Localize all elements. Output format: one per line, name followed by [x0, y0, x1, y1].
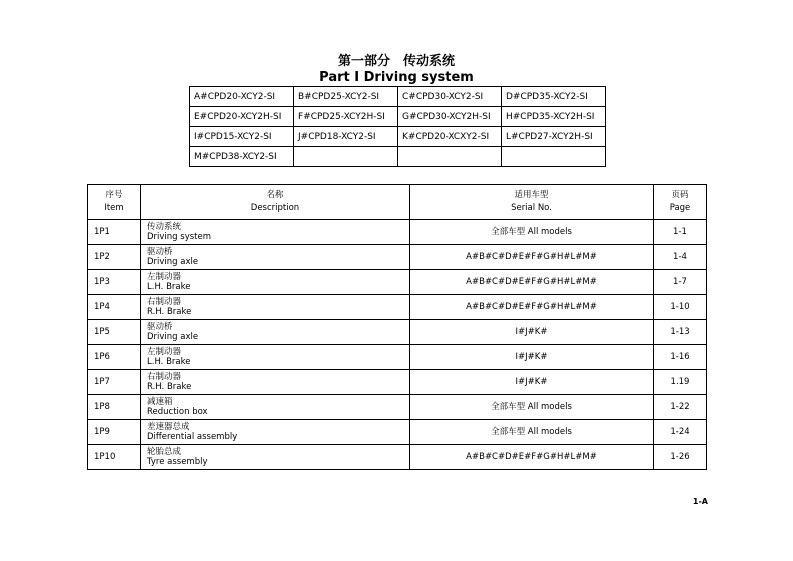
header-description: [141, 185, 410, 220]
item-number: 1P5: [88, 320, 141, 345]
model-code-cell: F#CPD25-XCY2H-SI: [294, 107, 398, 127]
item-description: [141, 345, 410, 370]
page-reference: 1-24: [654, 420, 707, 445]
table-row: [88, 245, 707, 270]
header-serial-en: Serial No.: [511, 203, 552, 213]
model-code-cell: C#CPD30-XCY2-SI: [398, 87, 502, 107]
model-code-cell: [502, 147, 606, 167]
page-reference: 1-1: [654, 220, 707, 245]
header-page-en: Page: [669, 203, 691, 213]
header-page-cn: 页码: [671, 190, 689, 200]
model-row: [190, 127, 606, 147]
description-en: L.H. Brake: [147, 357, 191, 367]
description-en: Driving system: [147, 232, 212, 242]
header-description-en: Description: [250, 203, 300, 213]
item-description: [141, 370, 410, 395]
item-number: 1P10: [88, 445, 141, 470]
model-code-cell: [294, 147, 398, 167]
page-reference: 1-4: [654, 245, 707, 270]
model-code-cell: E#CPD20-XCY2H-SI: [190, 107, 294, 127]
description-en: Driving axle: [147, 332, 199, 342]
description-cn: 减速箱: [147, 397, 173, 407]
table-row: [88, 320, 707, 345]
model-code-cell: J#CPD18-XCY2-SI: [294, 127, 398, 147]
description-cn: 右制动器: [147, 372, 182, 382]
header-item-en: Item: [104, 203, 124, 213]
model-code-cell: H#CPD35-XCY2H-SI: [502, 107, 606, 127]
item-number: 1P2: [88, 245, 141, 270]
page-reference: 1-13: [654, 320, 707, 345]
serial-models: A#B#C#D#E#F#G#H#L#M#: [410, 270, 654, 295]
contents-table: [87, 184, 707, 470]
description-en: Tyre assembly: [147, 457, 208, 467]
table-row: [88, 420, 707, 445]
description-cn: 驱动桥: [147, 322, 173, 332]
model-code-cell: A#CPD20-XCY2-SI: [190, 87, 294, 107]
description-cn: 差速器总成: [147, 422, 190, 432]
item-description: [141, 445, 410, 470]
item-description: [141, 245, 410, 270]
model-code-cell: L#CPD27-XCY2H-SI: [502, 127, 606, 147]
page-reference: 1.19: [654, 370, 707, 395]
page-reference: 1-26: [654, 445, 707, 470]
serial-models: 全部车型 All models: [410, 220, 654, 245]
item-description: [141, 295, 410, 320]
model-code-cell: D#CPD35-XCY2-SI: [502, 87, 606, 107]
page-title-chinese: 第一部分 传动系统: [337, 54, 455, 69]
serial-models: I#J#K#: [410, 345, 654, 370]
model-code-cell: G#CPD30-XCY2H-SI: [398, 107, 502, 127]
model-row: [190, 87, 606, 107]
header-serial: [410, 185, 654, 220]
table-row: [88, 395, 707, 420]
item-number: 1P3: [88, 270, 141, 295]
model-code-cell: B#CPD25-XCY2-SI: [294, 87, 398, 107]
item-description: [141, 395, 410, 420]
serial-models: 全部车型 All models: [410, 420, 654, 445]
header-page: [654, 185, 707, 220]
serial-models: A#B#C#D#E#F#G#H#L#M#: [410, 445, 654, 470]
model-row: [190, 107, 606, 127]
description-cn: 左制动器: [147, 272, 182, 282]
table-row: [88, 445, 707, 470]
table-row: [88, 295, 707, 320]
item-description: [141, 220, 410, 245]
description-cn: 轮胎总成: [147, 447, 182, 457]
description-cn: 左制动器: [147, 347, 182, 357]
page-reference: 1-7: [654, 270, 707, 295]
model-code-cell: M#CPD38-XCY2-SI: [190, 147, 294, 167]
model-code-cell: K#CPD20-XCXY2-SI: [398, 127, 502, 147]
description-cn: 传动系统: [147, 222, 182, 232]
description-cn: 驱动桥: [147, 247, 173, 257]
item-number: 1P1: [88, 220, 141, 245]
page-reference: 1-10: [654, 295, 707, 320]
table-row: [88, 370, 707, 395]
serial-models: I#J#K#: [410, 370, 654, 395]
item-number: 1P8: [88, 395, 141, 420]
item-description: [141, 270, 410, 295]
serial-models: I#J#K#: [410, 320, 654, 345]
description-en: R.H. Brake: [147, 307, 192, 317]
item-description: [141, 420, 410, 445]
page-reference: 1-22: [654, 395, 707, 420]
model-code-cell: [398, 147, 502, 167]
description-en: Differential assembly: [147, 432, 238, 442]
page-reference: 1-16: [654, 345, 707, 370]
serial-models: A#B#C#D#E#F#G#H#L#M#: [410, 245, 654, 270]
item-number: 1P6: [88, 345, 141, 370]
item-number: 1P7: [88, 370, 141, 395]
footer-page-number: 1-A: [692, 497, 708, 506]
description-en: Reduction box: [147, 407, 208, 417]
serial-models: 全部车型 All models: [410, 395, 654, 420]
item-description: [141, 320, 410, 345]
header-item: [88, 185, 141, 220]
serial-models: A#B#C#D#E#F#G#H#L#M#: [410, 295, 654, 320]
contents-header-row: [88, 185, 707, 220]
table-row: [88, 270, 707, 295]
model-code-cell: I#CPD15-XCY2-SI: [190, 127, 294, 147]
header-description-cn: 名称: [266, 190, 284, 200]
description-en: R.H. Brake: [147, 382, 192, 392]
model-code-table: [189, 86, 606, 167]
page-title-english: Part Ⅰ Driving system: [319, 70, 474, 85]
item-number: 1P4: [88, 295, 141, 320]
description-cn: 右制动器: [147, 297, 182, 307]
table-row: [88, 345, 707, 370]
table-row: [88, 220, 707, 245]
description-en: L.H. Brake: [147, 282, 191, 292]
model-row: [190, 147, 606, 167]
header-serial-cn: 适用车型: [514, 190, 549, 200]
description-en: Driving axle: [147, 257, 199, 267]
header-item-cn: 序号: [105, 190, 123, 200]
item-number: 1P9: [88, 420, 141, 445]
